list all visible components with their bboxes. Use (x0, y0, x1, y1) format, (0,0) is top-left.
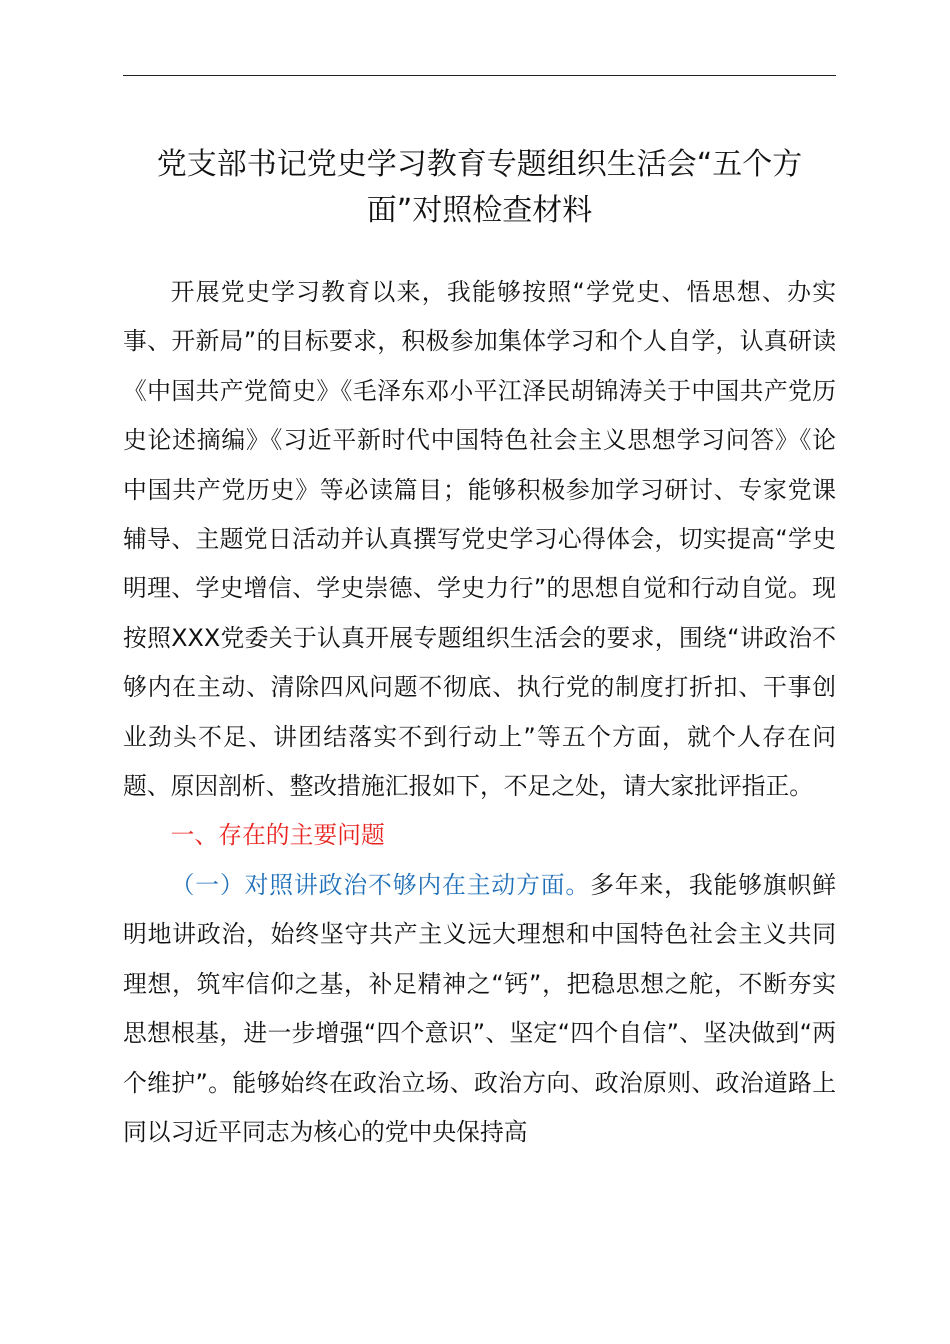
intro-paragraph: 开展党史学习教育以来，我能够按照“学党史、悟思想、办实事、开新局”的目标要求，积极参加集体学习和个人自学，认真研读《中国共产党简史》《毛泽东邓小平江泽民胡锦涛关于中国共产党历史论述摘编》《习近平新时代中国特色社会主义思想学习问答》《论中国共产党历史》等必读篇目；能够积极参加学习研讨、专家党课辅导、主题党日活动并认真撰写党史学习心得体会，切实提高“学史明理、学史增信、学史崇德、学史力行”的思想自觉和行动自觉。现按照XXX党委关于认真开展专题组织生活会的要求，围绕“讲政治不够内在主动、清除四风问题不彻底、执行党的制度打折扣、干事创业劲头不足、讲团结落实不到行动上”等五个方面，就个人存在问题、原因剖析、整改措施汇报如下，不足之处，请大家批评指正。 (123, 278, 836, 801)
section-heading: 一、存在的主要问题 (170, 821, 385, 850)
document-body (123, 268, 836, 1157)
subsection-text: 多年来，我能够旗帜鲜明地讲政治，始终坚守共产主义远大理想和中国特色社会主义共同理想，筑牢信仰之基，补足精神之“钙”，把稳思想之舵，不断夯实思想根基，进一步增强“四个意识”、坚定“四个自信”、坚决做到“两个维护”。能够始终在政治立场、政治方向、政治原则、政治道路上同以习近平同志为核心的党中央保持高 (123, 870, 837, 1146)
subsection-heading: （一）对照讲政治不够内在主动方面。 (170, 870, 591, 899)
header-rule (123, 75, 836, 76)
document-title: 党支部书记党史学习教育专题组织生活会“五个方面”对照检查材料 (156, 147, 803, 228)
subsection-paragraph (123, 861, 836, 1157)
